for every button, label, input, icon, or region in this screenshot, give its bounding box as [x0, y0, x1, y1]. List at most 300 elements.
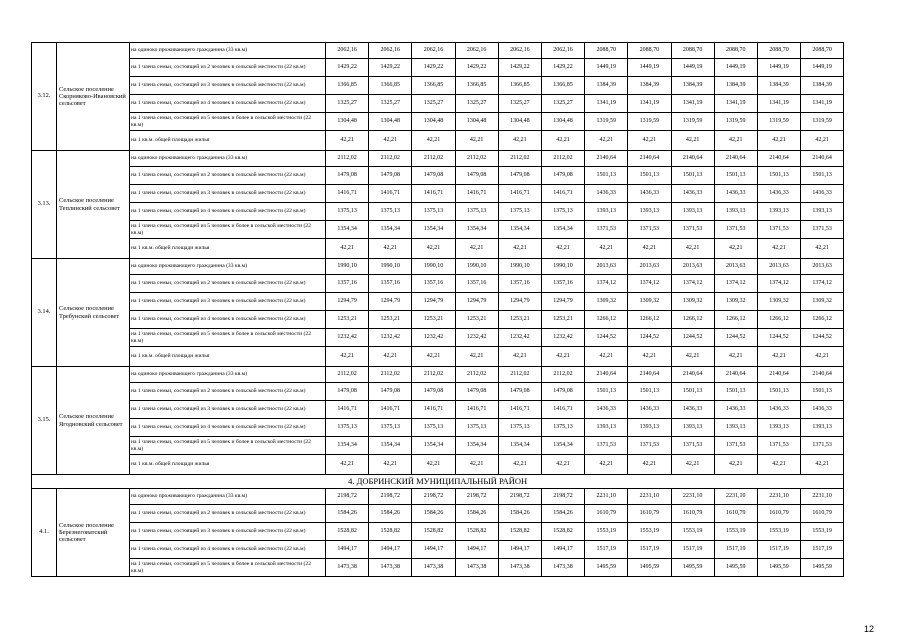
- value-cell: 1266,12: [671, 311, 714, 329]
- value-cell: 1584,26: [455, 505, 498, 523]
- value-cell: 1244,52: [757, 329, 800, 347]
- value-cell: 42,21: [714, 455, 757, 475]
- value-cell: 1528,82: [455, 523, 498, 541]
- value-cell: 1384,39: [714, 77, 757, 95]
- value-cell: 1371,53: [757, 437, 800, 455]
- value-cell: 1266,12: [801, 311, 844, 329]
- value-cell: 1517,19: [628, 541, 671, 559]
- row-code: 3.13.: [32, 151, 57, 259]
- row-description: на 1 члена семьи, состоящей из 3 человек в сельской местности (22 кв.м): [130, 77, 326, 95]
- value-cell: 42,21: [455, 347, 498, 367]
- value-cell: 1319,59: [628, 113, 671, 131]
- value-cell: 1384,39: [801, 77, 844, 95]
- row-description: на одиноко проживающего гражданина (33 кв.м): [130, 43, 326, 59]
- value-cell: 1374,12: [628, 275, 671, 293]
- value-cell: 42,21: [628, 455, 671, 475]
- table-row: [32, 367, 844, 383]
- value-cell: 1393,13: [671, 419, 714, 437]
- row-description: на 1 члена семьи, состоящей из 4 человек в сельской местности (22 кв.м): [130, 311, 326, 329]
- value-cell: 42,21: [757, 131, 800, 151]
- value-cell: 1232,42: [541, 329, 584, 347]
- row-description: на 1 члена семьи, состоящей из 3 человек в сельской местности (22 кв.м): [130, 185, 326, 203]
- value-cell: 42,21: [671, 455, 714, 475]
- value-cell: 1501,13: [801, 383, 844, 401]
- value-cell: 1990,10: [326, 259, 369, 275]
- value-cell: 1309,32: [585, 293, 628, 311]
- value-cell: 1436,33: [801, 185, 844, 203]
- value-cell: 1494,17: [412, 541, 455, 559]
- value-cell: 2088,70: [801, 43, 844, 59]
- row-description: на одиноко проживающего гражданина (33 кв.м): [130, 489, 326, 505]
- value-cell: 2013,63: [757, 259, 800, 275]
- row-description: на 1 члена семьи, состоящей из 2 человек в сельской местности (22 кв.м): [130, 505, 326, 523]
- value-cell: 1309,32: [714, 293, 757, 311]
- value-cell: 1253,21: [369, 311, 412, 329]
- value-cell: 1584,26: [412, 505, 455, 523]
- value-cell: 1990,10: [369, 259, 412, 275]
- table-row: [32, 329, 844, 347]
- value-cell: 42,21: [801, 347, 844, 367]
- value-cell: 2112,02: [455, 151, 498, 167]
- value-cell: 1436,33: [585, 185, 628, 203]
- value-cell: 1584,26: [541, 505, 584, 523]
- value-cell: 1366,85: [412, 77, 455, 95]
- value-cell: 1366,85: [498, 77, 541, 95]
- value-cell: 1325,27: [412, 95, 455, 113]
- value-cell: 42,21: [757, 239, 800, 259]
- value-cell: 1610,79: [628, 505, 671, 523]
- value-cell: 1416,71: [412, 185, 455, 203]
- table-row: [32, 455, 844, 475]
- value-cell: 1436,33: [714, 401, 757, 419]
- value-cell: 1501,13: [757, 167, 800, 185]
- value-cell: 2013,63: [628, 259, 671, 275]
- value-cell: 42,21: [628, 239, 671, 259]
- row-description: на 1 члена семьи, состоящей из 4 человек в сельской местности (22 кв.м): [130, 419, 326, 437]
- value-cell: 2062,16: [369, 43, 412, 59]
- value-cell: 1341,19: [714, 95, 757, 113]
- value-cell: 1584,26: [369, 505, 412, 523]
- value-cell: 1294,79: [455, 293, 498, 311]
- value-cell: 1479,08: [326, 167, 369, 185]
- value-cell: 1354,34: [455, 437, 498, 455]
- value-cell: 2231,10: [714, 489, 757, 505]
- value-cell: 1371,53: [585, 221, 628, 239]
- value-cell: 1393,13: [801, 203, 844, 221]
- value-cell: 1253,21: [412, 311, 455, 329]
- value-cell: 42,21: [326, 239, 369, 259]
- value-cell: 1393,13: [628, 419, 671, 437]
- value-cell: 2198,72: [455, 489, 498, 505]
- value-cell: 1371,53: [628, 221, 671, 239]
- value-cell: 1449,19: [671, 59, 714, 77]
- value-cell: 1473,38: [369, 559, 412, 577]
- value-cell: 42,21: [455, 239, 498, 259]
- value-cell: 2112,02: [541, 151, 584, 167]
- value-cell: 1371,53: [801, 221, 844, 239]
- value-cell: 2013,63: [801, 259, 844, 275]
- value-cell: 1393,13: [585, 203, 628, 221]
- row-description: на 1 члена семьи, состоящей из 5 человек и более в сельской местности (22 кв.м): [130, 559, 326, 577]
- value-cell: 1354,34: [412, 437, 455, 455]
- table-row: [32, 259, 844, 275]
- row-code: 4.1.: [32, 489, 57, 577]
- value-cell: 1374,12: [714, 275, 757, 293]
- value-cell: 1375,13: [326, 203, 369, 221]
- value-cell: 1528,82: [541, 523, 584, 541]
- value-cell: 1429,22: [455, 59, 498, 77]
- table-row: [32, 401, 844, 419]
- value-cell: 1501,13: [628, 383, 671, 401]
- row-description: на 1 кв.м. общей площади жилья: [130, 131, 326, 151]
- value-cell: 1341,19: [801, 95, 844, 113]
- value-cell: 1325,27: [326, 95, 369, 113]
- value-cell: 1266,12: [628, 311, 671, 329]
- value-cell: 1374,12: [757, 275, 800, 293]
- value-cell: 1357,16: [541, 275, 584, 293]
- value-cell: 1990,10: [412, 259, 455, 275]
- value-cell: 1319,59: [757, 113, 800, 131]
- value-cell: 1319,59: [714, 113, 757, 131]
- value-cell: 1354,34: [369, 437, 412, 455]
- value-cell: 2140,64: [757, 151, 800, 167]
- value-cell: 1357,16: [369, 275, 412, 293]
- value-cell: 1266,12: [585, 311, 628, 329]
- page-number: 12: [863, 624, 874, 634]
- value-cell: 2112,02: [455, 367, 498, 383]
- value-cell: 1610,79: [757, 505, 800, 523]
- value-cell: 2088,70: [585, 43, 628, 59]
- row-description: на 1 члена семьи, состоящей из 4 человек в сельской местности (22 кв.м): [130, 541, 326, 559]
- value-cell: 42,21: [369, 239, 412, 259]
- value-cell: 1436,33: [671, 401, 714, 419]
- row-description: на 1 члена семьи, состоящей из 5 человек и более в сельской местности (22 кв.м): [130, 221, 326, 239]
- value-cell: 1501,13: [714, 167, 757, 185]
- value-cell: 1990,10: [498, 259, 541, 275]
- value-cell: 1416,71: [412, 401, 455, 419]
- value-cell: 1501,13: [714, 383, 757, 401]
- row-description: на 1 члена семьи, состоящей из 2 человек в сельской местности (22 кв.м): [130, 59, 326, 77]
- value-cell: 1366,85: [541, 77, 584, 95]
- value-cell: 1309,32: [628, 293, 671, 311]
- value-cell: 1495,59: [801, 559, 844, 577]
- value-cell: 1319,59: [585, 113, 628, 131]
- table-row: [32, 419, 844, 437]
- value-cell: 1479,08: [412, 383, 455, 401]
- value-cell: 1517,19: [757, 541, 800, 559]
- value-cell: 1528,82: [369, 523, 412, 541]
- table-row: [32, 43, 844, 59]
- value-cell: 1341,19: [757, 95, 800, 113]
- value-cell: 1429,22: [541, 59, 584, 77]
- value-cell: 1354,34: [326, 437, 369, 455]
- value-cell: 2112,02: [369, 151, 412, 167]
- value-cell: 1501,13: [585, 383, 628, 401]
- value-cell: 2112,02: [541, 367, 584, 383]
- value-cell: 1528,82: [498, 523, 541, 541]
- value-cell: 1436,33: [671, 185, 714, 203]
- value-cell: 1374,12: [585, 275, 628, 293]
- value-cell: 2112,02: [498, 151, 541, 167]
- table-row: [32, 347, 844, 367]
- value-cell: 42,21: [369, 455, 412, 475]
- value-cell: 1325,27: [541, 95, 584, 113]
- value-cell: 1416,71: [369, 401, 412, 419]
- value-cell: 42,21: [801, 131, 844, 151]
- row-description: на 1 кв.м. общей площади жилья: [130, 347, 326, 367]
- row-description: на 1 члена семьи, состоящей из 2 человек в сельской местности (22 кв.м): [130, 167, 326, 185]
- value-cell: 2140,64: [714, 151, 757, 167]
- value-cell: 1384,39: [757, 77, 800, 95]
- row-description: на одиноко проживающего гражданина (33 кв.м): [130, 151, 326, 167]
- value-cell: 1473,38: [455, 559, 498, 577]
- value-cell: 1449,19: [585, 59, 628, 77]
- value-cell: 2112,02: [369, 367, 412, 383]
- value-cell: 1501,13: [628, 167, 671, 185]
- value-cell: 1479,08: [541, 383, 584, 401]
- settlement-name: Сельское поселение Теплинский сельсовет: [57, 151, 130, 259]
- settlement-name: Сельское поселение Требунский сельсовет: [57, 259, 130, 367]
- table-row: [32, 293, 844, 311]
- value-cell: 1325,27: [455, 95, 498, 113]
- value-cell: 2062,16: [412, 43, 455, 59]
- value-cell: 1375,13: [541, 419, 584, 437]
- value-cell: 1371,53: [585, 437, 628, 455]
- value-cell: 1375,13: [326, 419, 369, 437]
- value-cell: 42,21: [714, 131, 757, 151]
- value-cell: 1501,13: [801, 167, 844, 185]
- value-cell: 1304,48: [326, 113, 369, 131]
- value-cell: 1517,19: [714, 541, 757, 559]
- value-cell: 1494,17: [326, 541, 369, 559]
- value-cell: 1429,22: [369, 59, 412, 77]
- table-row: [32, 541, 844, 559]
- value-cell: 1449,19: [757, 59, 800, 77]
- value-cell: 1393,13: [714, 203, 757, 221]
- value-cell: 1374,12: [671, 275, 714, 293]
- value-cell: 42,21: [369, 131, 412, 151]
- value-cell: 1610,79: [801, 505, 844, 523]
- value-cell: 1232,42: [455, 329, 498, 347]
- value-cell: 1354,34: [541, 437, 584, 455]
- value-cell: 1501,13: [585, 167, 628, 185]
- value-cell: 1375,13: [369, 419, 412, 437]
- table-row: [32, 437, 844, 455]
- value-cell: 42,21: [585, 239, 628, 259]
- value-cell: 1384,39: [628, 77, 671, 95]
- value-cell: 42,21: [585, 131, 628, 151]
- value-cell: 1416,71: [455, 401, 498, 419]
- row-description: на 1 кв.м. общей площади жилья: [130, 455, 326, 475]
- value-cell: 42,21: [628, 131, 671, 151]
- value-cell: 1501,13: [757, 383, 800, 401]
- value-cell: 1375,13: [369, 203, 412, 221]
- value-cell: 1494,17: [369, 541, 412, 559]
- value-cell: 1253,21: [326, 311, 369, 329]
- table-row: [32, 311, 844, 329]
- value-cell: 42,21: [541, 455, 584, 475]
- value-cell: 1371,53: [714, 221, 757, 239]
- value-cell: 2112,02: [326, 151, 369, 167]
- value-cell: 42,21: [498, 455, 541, 475]
- value-cell: 2013,63: [714, 259, 757, 275]
- value-cell: 1479,08: [541, 167, 584, 185]
- value-cell: 1253,21: [541, 311, 584, 329]
- section-title: 4. ДОБРИНСКИЙ МУНИЦИПАЛЬНЫЙ РАЙОН: [32, 475, 844, 489]
- value-cell: 2062,16: [326, 43, 369, 59]
- value-cell: 1528,82: [326, 523, 369, 541]
- table-row: [32, 95, 844, 113]
- value-cell: 1553,19: [628, 523, 671, 541]
- value-cell: 1371,53: [671, 437, 714, 455]
- value-cell: 1244,52: [671, 329, 714, 347]
- value-cell: 1495,59: [671, 559, 714, 577]
- value-cell: 1371,53: [801, 437, 844, 455]
- value-cell: 42,21: [801, 239, 844, 259]
- section-row: [32, 475, 844, 489]
- row-description: на 1 члена семьи, состоящей из 3 человек в сельской местности (22 кв.м): [130, 401, 326, 419]
- value-cell: 1253,21: [455, 311, 498, 329]
- value-cell: 2112,02: [412, 151, 455, 167]
- value-cell: 1375,13: [412, 203, 455, 221]
- value-cell: 1309,32: [671, 293, 714, 311]
- row-description: на 1 члена семьи, состоящей из 2 человек в сельской местности (22 кв.м): [130, 383, 326, 401]
- value-cell: 1341,19: [671, 95, 714, 113]
- value-cell: 42,21: [326, 131, 369, 151]
- value-cell: 2198,72: [369, 489, 412, 505]
- value-cell: 2112,02: [412, 367, 455, 383]
- value-cell: 2231,10: [671, 489, 714, 505]
- row-description: на 1 члена семьи, состоящей из 3 человек в сельской местности (22 кв.м): [130, 523, 326, 541]
- value-cell: 1494,17: [541, 541, 584, 559]
- value-cell: 1384,39: [671, 77, 714, 95]
- value-cell: 1354,34: [498, 221, 541, 239]
- table-row: [32, 221, 844, 239]
- value-cell: 1416,71: [455, 185, 498, 203]
- value-cell: 1357,16: [455, 275, 498, 293]
- value-cell: 1479,08: [326, 383, 369, 401]
- value-cell: 1375,13: [455, 203, 498, 221]
- value-cell: 42,21: [498, 239, 541, 259]
- value-cell: 42,21: [671, 131, 714, 151]
- value-cell: 1494,17: [455, 541, 498, 559]
- value-cell: 2140,64: [671, 151, 714, 167]
- table-row: [32, 151, 844, 167]
- value-cell: 1449,19: [628, 59, 671, 77]
- value-cell: 1990,10: [541, 259, 584, 275]
- value-cell: 1304,48: [541, 113, 584, 131]
- value-cell: 2231,10: [757, 489, 800, 505]
- value-cell: 1393,13: [757, 203, 800, 221]
- value-cell: 1384,39: [585, 77, 628, 95]
- value-cell: 1429,22: [498, 59, 541, 77]
- value-cell: 1517,19: [801, 541, 844, 559]
- value-cell: 1416,71: [541, 185, 584, 203]
- value-cell: 1304,48: [498, 113, 541, 131]
- value-cell: 1479,08: [369, 383, 412, 401]
- value-cell: 1495,59: [585, 559, 628, 577]
- value-cell: 2062,16: [541, 43, 584, 59]
- value-cell: 42,21: [326, 347, 369, 367]
- row-description: на 1 члена семьи, состоящей из 4 человек в сельской местности (22 кв.м): [130, 95, 326, 113]
- value-cell: 2231,10: [585, 489, 628, 505]
- value-cell: 1244,52: [801, 329, 844, 347]
- value-cell: 1325,27: [498, 95, 541, 113]
- table-row: [32, 167, 844, 185]
- row-description: на 1 члена семьи, состоящей из 5 человек и более в сельской местности (22 кв.м): [130, 437, 326, 455]
- value-cell: 2198,72: [412, 489, 455, 505]
- value-cell: 2198,72: [326, 489, 369, 505]
- row-description: на 1 члена семьи, состоящей из 2 человек в сельской местности (22 кв.м): [130, 275, 326, 293]
- value-cell: 1375,13: [498, 419, 541, 437]
- value-cell: 1429,22: [326, 59, 369, 77]
- value-cell: 42,21: [455, 131, 498, 151]
- value-cell: 1436,33: [714, 185, 757, 203]
- row-description: на 1 члена семьи, состоящей из 5 человек и более в сельской местности (22 кв.м): [130, 113, 326, 131]
- value-cell: 1584,26: [498, 505, 541, 523]
- value-cell: 1436,33: [801, 401, 844, 419]
- value-cell: 1416,71: [541, 401, 584, 419]
- value-cell: 1473,38: [326, 559, 369, 577]
- value-cell: 1553,19: [714, 523, 757, 541]
- value-cell: 1473,38: [498, 559, 541, 577]
- value-cell: 2140,64: [801, 367, 844, 383]
- value-cell: 1354,34: [326, 221, 369, 239]
- value-cell: 1479,08: [412, 167, 455, 185]
- value-cell: 1375,13: [498, 203, 541, 221]
- value-cell: 2198,72: [541, 489, 584, 505]
- value-cell: 1354,34: [541, 221, 584, 239]
- value-cell: 1416,71: [326, 185, 369, 203]
- value-cell: 1517,19: [585, 541, 628, 559]
- value-cell: 1294,79: [326, 293, 369, 311]
- value-cell: 1304,48: [412, 113, 455, 131]
- value-cell: 1610,79: [585, 505, 628, 523]
- value-cell: 2140,64: [757, 367, 800, 383]
- value-cell: 1357,16: [498, 275, 541, 293]
- value-cell: 1309,32: [757, 293, 800, 311]
- value-cell: 1495,59: [714, 559, 757, 577]
- table-row: [32, 383, 844, 401]
- settlement-name: Сельское поселение Ягодновский сельсовет: [57, 367, 130, 475]
- value-cell: 1393,13: [585, 419, 628, 437]
- value-cell: 1553,19: [585, 523, 628, 541]
- row-code: 3.15.: [32, 367, 57, 475]
- value-cell: 1375,13: [412, 419, 455, 437]
- row-code: 3.12.: [32, 43, 57, 151]
- value-cell: 1473,38: [541, 559, 584, 577]
- value-cell: 1479,08: [369, 167, 412, 185]
- value-cell: 1371,53: [757, 221, 800, 239]
- row-description: на 1 члена семьи, состоящей из 3 человек в сельской местности (22 кв.м): [130, 293, 326, 311]
- table-row: [32, 113, 844, 131]
- value-cell: 1232,42: [326, 329, 369, 347]
- value-cell: 2112,02: [498, 367, 541, 383]
- table-row: [32, 559, 844, 577]
- row-description: на 1 члена семьи, состоящей из 5 человек и более в сельской местности (22 кв.м): [130, 329, 326, 347]
- table-row: [32, 505, 844, 523]
- value-cell: 2231,10: [628, 489, 671, 505]
- value-cell: 1436,33: [628, 401, 671, 419]
- value-cell: 2140,64: [585, 151, 628, 167]
- value-cell: 1244,52: [714, 329, 757, 347]
- value-cell: 2231,10: [801, 489, 844, 505]
- value-cell: 2112,02: [326, 367, 369, 383]
- value-cell: 1375,13: [455, 419, 498, 437]
- table-row: [32, 59, 844, 77]
- value-cell: 42,21: [541, 239, 584, 259]
- value-cell: 42,21: [541, 131, 584, 151]
